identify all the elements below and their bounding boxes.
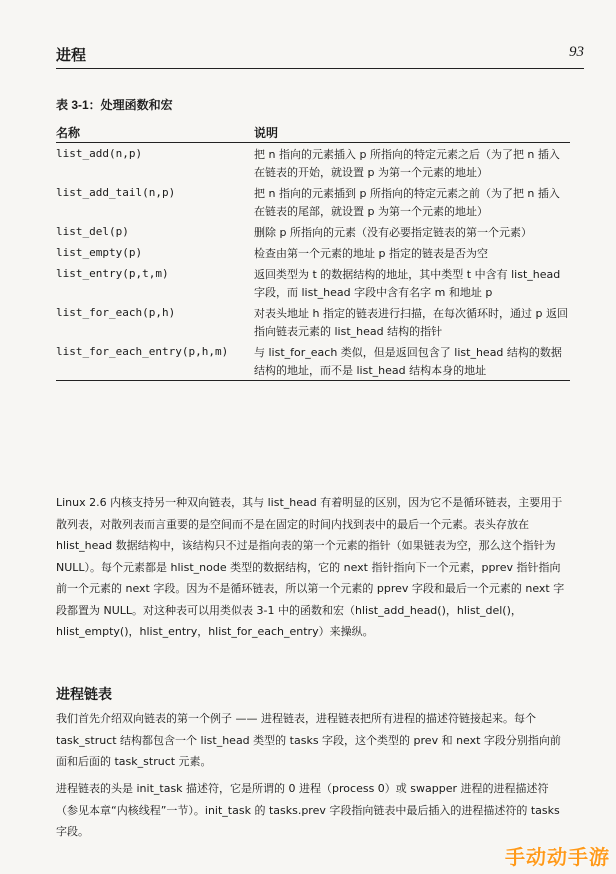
table-bottom-rule — [56, 380, 570, 381]
page-number: 93 — [569, 44, 584, 60]
process-list-intro: 我们首先介绍双向链表的第一个例子 —— 进程链表，进程链表把所有进程的描述符链接起来。每个 task_struct 结构都包含一个 list_head 类型的 tasks 字段，这个类型的 prev 和 next 字段分别指向前面和后面的 task_struct 元素。 — [56, 712, 561, 768]
function-name: list_entry(p,t,m) — [56, 267, 169, 280]
table-row — [56, 341, 570, 380]
page-header — [56, 42, 584, 69]
chapter-title: 进程 — [56, 46, 87, 64]
table-row — [56, 263, 570, 302]
table-row — [56, 182, 570, 221]
function-name: list_add(n,p) — [56, 147, 143, 160]
function-description: 返回类型为 t 的数据结构的地址，其中类型 t 中含有 list_head 字段，而 list_head 字段中含有名字 m 和地址 p — [254, 268, 561, 299]
section-heading: 进程链表 — [56, 687, 112, 703]
col-name-header: 名称 — [56, 126, 81, 140]
table-caption: 表 3-1：处理函数和宏 — [56, 98, 173, 112]
functions-table — [56, 118, 570, 381]
function-name: list_for_each_entry(p,h,m) — [56, 345, 229, 358]
site-watermark: 手动动手游 — [505, 845, 610, 869]
function-description: 与 list_for_each 类似，但是返回包含了 list_head 结构的数据结构的地址，而不是 list_head 结构本身的地址 — [254, 346, 562, 377]
function-description: 检查由第一个元素的地址 p 指定的链表是否为空 — [254, 247, 488, 260]
init-task-paragraph: 进程链表的头是 init_task 描述符，它是所谓的 0 进程（process 0）或 swapper 进程的进程描述符（参见本章“内核线程”一节）。init_task 的 tasks.prev 字段指向链表中最后插入的进程描述符的 tasks 字段。 — [56, 782, 560, 838]
function-description: 对表头地址 h 指定的链表进行扫描，在每次循环时，通过 p 返回指向链表元素的 list_head 结构的指针 — [254, 307, 568, 338]
col-desc-header: 说明 — [254, 126, 279, 140]
table-row — [56, 242, 570, 263]
function-description: 删除 p 所指向的元素（没有必要指定链表的第一个元素） — [254, 226, 532, 239]
table-row — [56, 221, 570, 242]
hlist-paragraph: Linux 2.6 内核支持另一种双向链表，其与 list_head 有着明显的区别，因为它不是循环链表，主要用于散列表，对散列表而言重要的是空间而不是在固定的时间内找到表中的最后一个元素。表头存放在 hlist_head 数据结构中，该结构只不过是指向表的第一个元素的指针（如果链表为空，那么这个指针为 NULL）。每个元素都是 hlist_node 类型的数据结构，它的 next 指针指向下一个元素，pprev 指针指向前一个元素的 next 字段。因为不是循环链表，所以第一个元素的 pprev 字段和最后一个元素的 next 字段都置为 NULL。对这种表可以用类似表 3-1 中的函数和宏（hlist_add_head()，hlist_del()，hlist_empty()，hlist_entry，hlist_for_each_entry）来操纵。 — [56, 496, 565, 638]
function-name: list_empty(p) — [56, 246, 143, 259]
function-description: 把 n 指向的元素插到 p 所指向的特定元素之前（为了把 n 插入在链表的尾部，就设置 p 为第一个元素的地址） — [254, 187, 560, 218]
table-header — [56, 118, 570, 143]
function-name: list_for_each(p,h) — [56, 306, 176, 319]
table-row — [56, 302, 570, 341]
function-name: list_del(p) — [56, 225, 129, 238]
function-name: list_add_tail(n,p) — [56, 186, 176, 199]
table-row — [56, 143, 570, 182]
function-description: 把 n 指向的元素插入 p 所指向的特定元素之后（为了把 n 插入在链表的开始，就设置 p 为第一个元素的地址） — [254, 148, 560, 179]
